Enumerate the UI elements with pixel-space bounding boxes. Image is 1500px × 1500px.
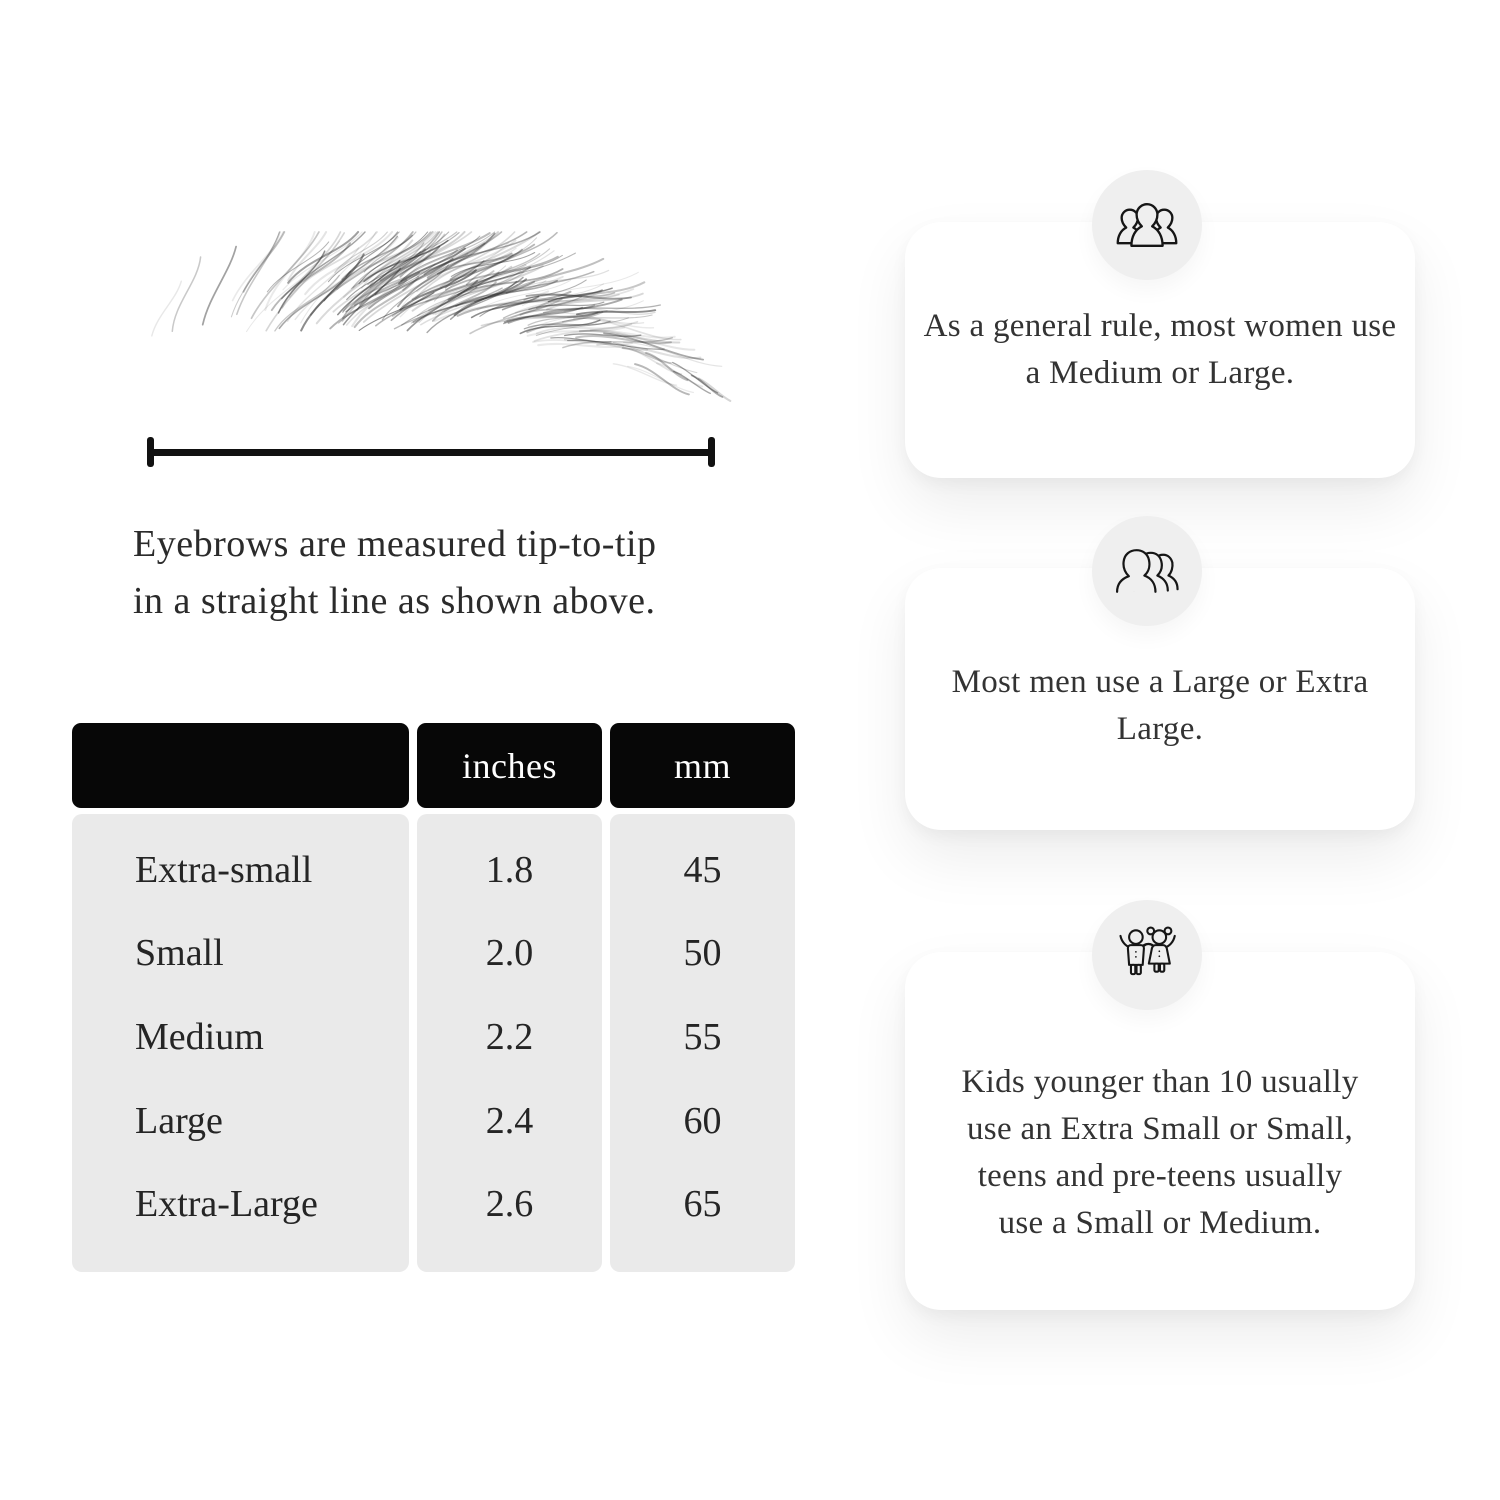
mm-value-cell: 55	[683, 1015, 722, 1058]
mm-value-column	[610, 814, 795, 1272]
men-group-icon	[1108, 541, 1186, 601]
women-card-text: As a general rule, most women use a Medium or Large.	[923, 308, 1397, 391]
measurement-line-bar	[150, 449, 712, 456]
size-label-cell: Extra-small	[135, 848, 313, 891]
measure-caption-line1: Eyebrows are measured tip-to-tip	[133, 523, 657, 565]
inches-value-cell: 1.8	[485, 848, 534, 891]
mm-value-cell: 60	[683, 1099, 722, 1142]
kids-icon	[1110, 924, 1184, 986]
women-group-icon	[1108, 195, 1186, 255]
inches-column-header: inches	[417, 723, 602, 808]
women-size-card	[905, 222, 1415, 478]
size-label-cell: Large	[135, 1099, 223, 1142]
measurement-line	[150, 437, 712, 467]
men-size-card	[905, 568, 1415, 830]
measure-caption	[133, 516, 773, 630]
inches-value-cell: 2.4	[485, 1099, 534, 1142]
mm-value-cell: 45	[683, 848, 722, 891]
mm-value-cell: 65	[683, 1183, 722, 1226]
size-label-cell: Extra-Large	[135, 1183, 318, 1226]
inches-value-cell: 2.0	[485, 932, 534, 975]
kids-size-card	[905, 952, 1415, 1310]
size-label-cell: Small	[135, 932, 224, 975]
women-icon-circle	[1092, 170, 1202, 280]
size-column-header	[72, 723, 409, 808]
mm-value-cell: 50	[683, 932, 722, 975]
men-icon-circle	[1092, 516, 1202, 626]
men-card-text: Most men use a Large or Extra Large.	[951, 664, 1369, 747]
size-label-cell: Medium	[135, 1015, 264, 1058]
inches-value-column	[417, 814, 602, 1272]
inches-value-cell: 2.6	[485, 1183, 534, 1226]
kids-icon-circle	[1092, 900, 1202, 1010]
eyebrow-illustration	[105, 222, 765, 452]
size-label-column	[72, 814, 409, 1272]
measure-caption-line2: in a straight line as shown above.	[133, 580, 656, 622]
inches-value-cell: 2.2	[485, 1015, 534, 1058]
mm-column-header: mm	[610, 723, 795, 808]
measurement-line-right-cap	[708, 437, 715, 467]
kids-card-text: Kids younger than 10 usually use an Extra Small or Small, teens and pre-teens usually use a Small or Medium.	[961, 1064, 1359, 1241]
